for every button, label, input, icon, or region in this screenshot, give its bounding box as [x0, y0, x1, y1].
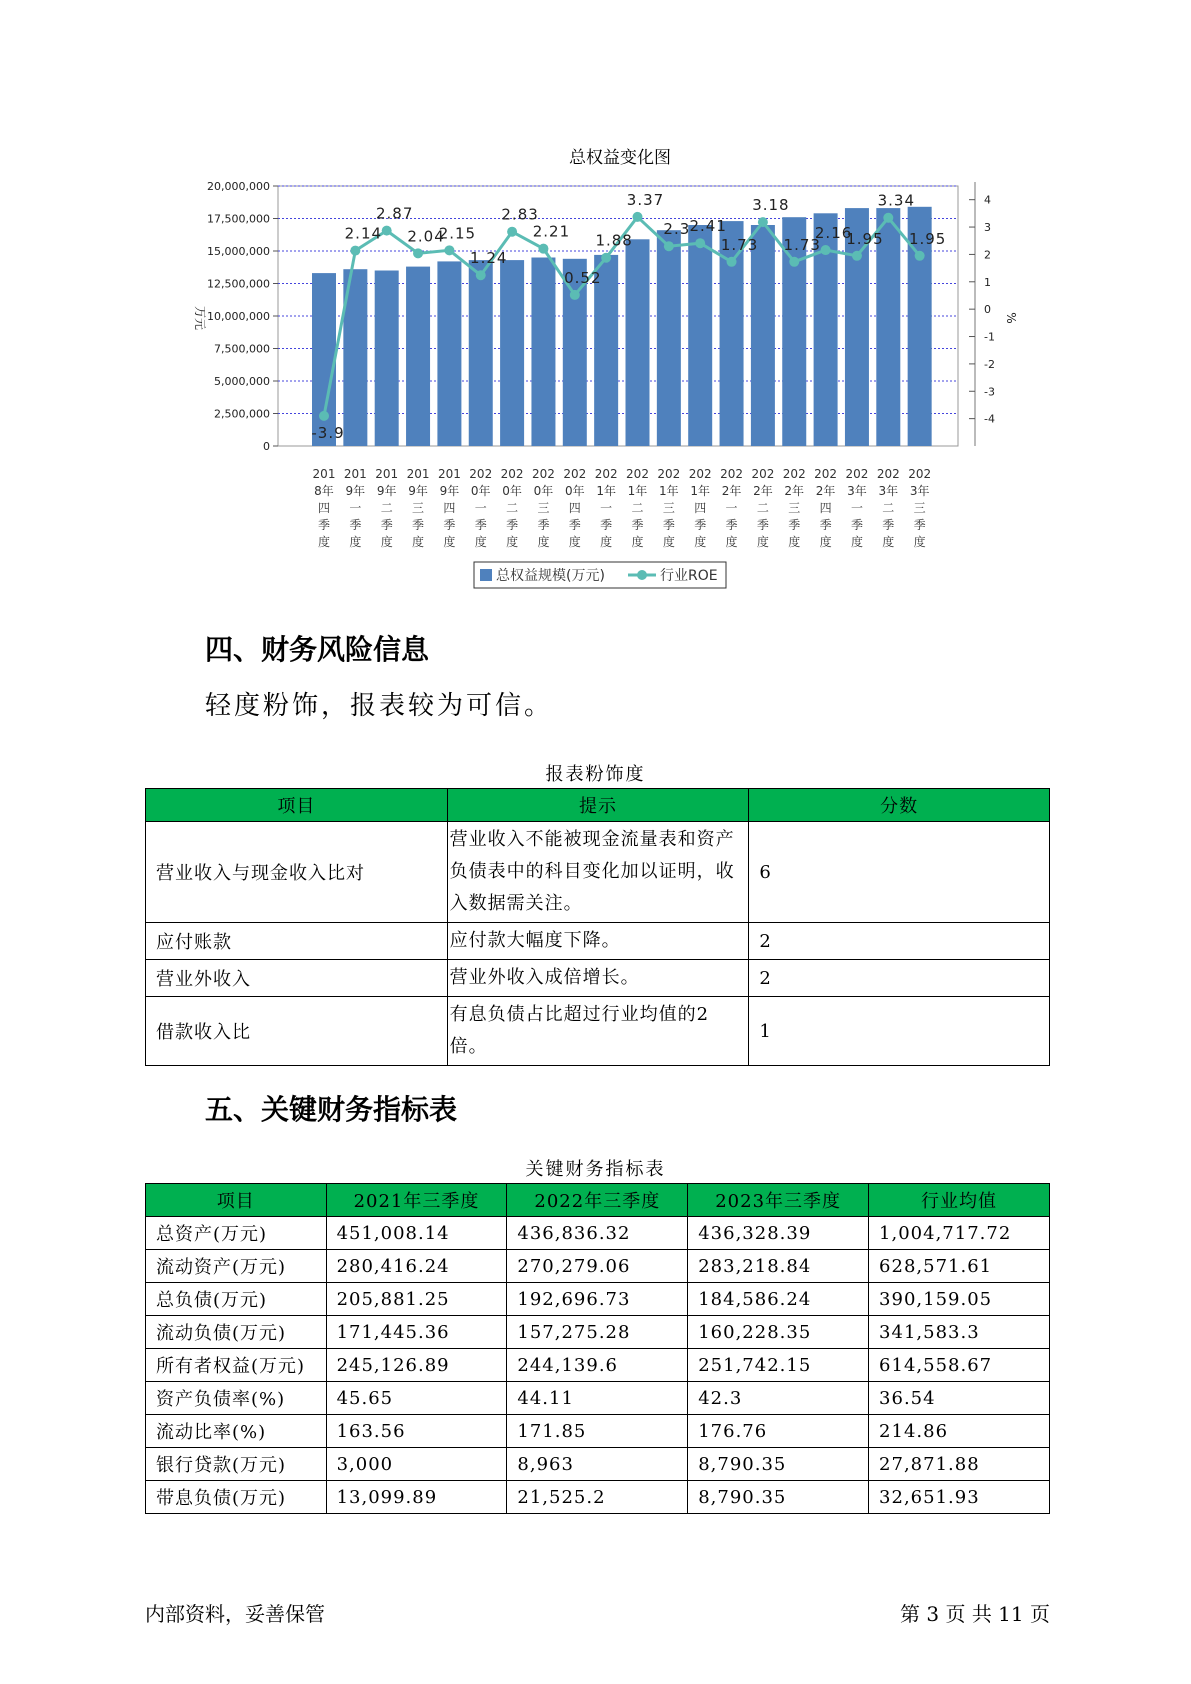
- risk-table: [145, 788, 1050, 1066]
- x-tick-label: 一: [600, 501, 613, 515]
- roe-point: [507, 227, 517, 237]
- key-value: 21,525.2: [507, 1481, 688, 1514]
- risk-hint: 应付款大幅度下降。: [447, 923, 749, 960]
- key-item: 总负债(万元): [146, 1283, 327, 1316]
- x-tick-label: 202: [720, 467, 744, 481]
- roe-data-label: 3.18: [752, 196, 790, 215]
- x-tick-label: 季: [850, 518, 863, 532]
- risk-item: 营业外收入: [146, 960, 448, 997]
- legend-line-marker: [637, 570, 647, 580]
- x-tick-label: 2年: [721, 484, 742, 498]
- x-tick-label: 3年: [909, 484, 930, 498]
- x-tick-label: 8年: [314, 484, 334, 498]
- key-value: 42.3: [688, 1382, 869, 1415]
- key-value: 157,275.28: [507, 1316, 688, 1349]
- x-tick-label: 201: [343, 467, 367, 481]
- y2-tick-label: 2: [984, 248, 991, 262]
- x-tick-label: 季: [443, 518, 456, 532]
- legend-bar-swatch: [480, 569, 492, 581]
- x-tick-label: 一: [725, 501, 738, 515]
- roe-point: [758, 217, 768, 227]
- table-row: [146, 1415, 1050, 1448]
- key-value: 283,218.84: [688, 1250, 869, 1283]
- roe-point: [570, 290, 580, 300]
- x-tick-label: 季: [662, 518, 675, 532]
- x-tick-label: 202: [563, 467, 587, 481]
- roe-point: [350, 246, 360, 256]
- key-value: 160,228.35: [688, 1316, 869, 1349]
- x-tick-label: 三: [913, 501, 926, 515]
- x-tick-label: 季: [756, 518, 769, 532]
- roe-point: [319, 411, 329, 421]
- roe-data-label: 2.14: [344, 224, 383, 243]
- risk-summary: 轻度粉饰，报表较为可信。: [205, 691, 554, 721]
- table-row: [146, 997, 1050, 1066]
- risk-item: 借款收入比: [146, 997, 448, 1066]
- x-tick-label: 四: [568, 501, 581, 515]
- x-tick-label: 季: [694, 518, 707, 532]
- x-tick-label: 季: [631, 518, 644, 532]
- x-tick-label: 202: [531, 467, 555, 481]
- key-value: 171,445.36: [326, 1316, 507, 1349]
- roe-point: [789, 257, 799, 267]
- x-tick-label: 二: [756, 501, 769, 515]
- y2-tick-label: 0: [984, 303, 991, 317]
- bar: [375, 271, 399, 447]
- y2-tick-label: -2: [984, 357, 995, 371]
- risk-item: 营业收入与现金收入比对: [146, 822, 448, 923]
- y2-tick-label: 4: [984, 193, 991, 207]
- x-tick-label: 度: [506, 535, 519, 549]
- x-tick-label: 0年: [533, 484, 554, 498]
- y-tick-label: 17,500,000: [207, 212, 270, 226]
- key-value: 270,279.06: [507, 1250, 688, 1283]
- y-tick-label: 20,000,000: [207, 180, 270, 193]
- x-tick-label: 度: [662, 535, 675, 549]
- key-item: 银行贷款(万元): [146, 1448, 327, 1481]
- roe-point: [633, 212, 643, 222]
- x-tick-label: 9年: [345, 484, 366, 498]
- x-tick-label: 3年: [878, 484, 899, 498]
- roe-data-label: 2.15: [438, 224, 477, 243]
- key-value: 176.76: [688, 1415, 869, 1448]
- key-value: 436,328.39: [688, 1217, 869, 1250]
- risk-hint: 营业外收入成倍增长。: [447, 960, 749, 997]
- key-value: 45.65: [326, 1382, 507, 1415]
- roe-data-label: 1.24: [470, 249, 508, 268]
- risk-score: 6: [749, 822, 1050, 923]
- roe-data-label: 2.83: [501, 205, 539, 224]
- y-tick-label: 2,500,000: [214, 407, 270, 421]
- bar: [406, 267, 430, 446]
- roe-data-label: 1.73: [720, 235, 759, 254]
- x-tick-label: 9年: [439, 484, 460, 498]
- x-tick-label: 度: [913, 535, 926, 549]
- y-tick-label: 12,500,000: [207, 277, 270, 291]
- y-tick-label: 5,000,000: [214, 375, 270, 388]
- bar: [469, 260, 493, 446]
- key-value: 32,651.93: [869, 1481, 1050, 1514]
- x-tick-label: 季: [349, 518, 362, 532]
- x-tick-label: 度: [788, 535, 801, 549]
- x-tick-label: 季: [725, 518, 738, 532]
- x-tick-label: 四: [443, 501, 456, 515]
- x-tick-label: 1年: [690, 484, 711, 498]
- risk-header-item: 项目: [146, 789, 448, 822]
- key-header: 2022年三季度: [507, 1184, 688, 1217]
- footer-note: 内部资料，妥善保管: [145, 1602, 325, 1626]
- roe-data-label: 2.41: [689, 217, 727, 236]
- x-tick-label: 201: [375, 467, 399, 481]
- x-tick-label: 季: [317, 518, 331, 532]
- key-item: 流动资产(万元): [146, 1250, 327, 1283]
- x-tick-label: 季: [412, 518, 425, 532]
- x-tick-label: 2年: [753, 484, 773, 498]
- roe-point: [915, 251, 925, 261]
- table-row: [146, 1448, 1050, 1481]
- x-tick-label: 二: [882, 501, 895, 515]
- x-tick-label: 度: [443, 535, 456, 549]
- risk-score: 2: [749, 923, 1050, 960]
- x-tick-label: 度: [568, 535, 581, 549]
- roe-point: [883, 213, 893, 223]
- bar: [720, 221, 744, 446]
- y2-tick-label: -4: [984, 412, 995, 426]
- x-tick-label: 四: [819, 501, 832, 515]
- key-value: 163.56: [326, 1415, 507, 1448]
- key-table-title: 关键财务指标表: [525, 1159, 666, 1180]
- roe-data-label: 1.73: [783, 235, 821, 254]
- x-tick-label: 季: [568, 518, 581, 532]
- key-value: 614,558.67: [869, 1349, 1050, 1382]
- x-tick-label: 度: [756, 535, 769, 549]
- x-tick-label: 201: [312, 467, 336, 481]
- table-row: [146, 1283, 1050, 1316]
- x-tick-label: 季: [380, 518, 393, 532]
- x-tick-label: 度: [349, 535, 362, 549]
- risk-score: 1: [749, 997, 1050, 1066]
- x-tick-label: 三: [788, 501, 801, 515]
- x-tick-label: 度: [694, 535, 707, 549]
- y2-tick-label: -1: [984, 330, 995, 344]
- key-value: 8,790.35: [688, 1481, 869, 1514]
- risk-item: 应付账款: [146, 923, 448, 960]
- y-tick-label: 7,500,000: [214, 342, 270, 356]
- x-tick-label: 201: [437, 467, 461, 481]
- x-tick-label: 季: [913, 518, 926, 532]
- key-value: 44.11: [507, 1382, 688, 1415]
- x-tick-label: 季: [600, 518, 613, 532]
- key-value: 451,008.14: [326, 1217, 507, 1250]
- roe-point: [852, 251, 862, 261]
- table-row: [146, 1349, 1050, 1382]
- key-header: 项目: [146, 1184, 327, 1217]
- key-value: 36.54: [869, 1382, 1050, 1415]
- roe-data-label: 1.95: [908, 229, 947, 248]
- key-value: 1,004,717.72: [869, 1217, 1050, 1250]
- risk-score: 2: [749, 960, 1050, 997]
- roe-data-label: 0.52: [564, 268, 602, 287]
- risk-header-hint: 提示: [447, 789, 749, 822]
- x-tick-label: 202: [688, 467, 712, 481]
- key-indicator-table: [145, 1183, 1050, 1514]
- key-value: 280,416.24: [326, 1250, 507, 1283]
- bar: [751, 225, 775, 446]
- x-tick-label: 202: [751, 467, 775, 481]
- roe-data-label: 2.3: [663, 220, 691, 239]
- x-tick-label: 度: [537, 535, 550, 549]
- y-axis-label: 万元: [193, 305, 207, 331]
- x-tick-label: 1年: [627, 484, 648, 498]
- roe-data-label: 2.04: [407, 227, 445, 246]
- key-value: 192,696.73: [507, 1283, 688, 1316]
- x-tick-label: 202: [782, 467, 806, 481]
- key-header: 行业均值: [869, 1184, 1050, 1217]
- x-tick-label: 一: [349, 501, 362, 515]
- x-tick-label: 202: [908, 467, 932, 481]
- x-tick-label: 度: [819, 535, 832, 549]
- key-value: 8,963: [507, 1448, 688, 1481]
- table-row: [146, 960, 1050, 997]
- key-value: 251,742.15: [688, 1349, 869, 1382]
- bar: [688, 225, 712, 446]
- x-tick-label: 0年: [470, 484, 491, 498]
- roe-data-label: 1.88: [595, 231, 633, 250]
- table-row: [146, 822, 1050, 923]
- x-tick-label: 一: [850, 501, 863, 515]
- x-tick-label: 度: [412, 535, 425, 549]
- key-value: 205,881.25: [326, 1283, 507, 1316]
- roe-point: [538, 244, 548, 254]
- y-tick-label: 15,000,000: [207, 245, 270, 258]
- section4-heading: 四、财务风险信息: [205, 633, 430, 666]
- x-tick-label: 9年: [376, 484, 397, 498]
- key-value: 390,159.05: [869, 1283, 1050, 1316]
- x-tick-label: 2年: [815, 484, 836, 498]
- table-row: [146, 1250, 1050, 1283]
- equity-chart-svg: [0, 0, 1191, 600]
- roe-point: [664, 241, 674, 251]
- y2-axis-label: %: [1004, 312, 1018, 324]
- x-tick-label: 度: [380, 535, 393, 549]
- key-value: 214.86: [869, 1415, 1050, 1448]
- key-item: 流动比率(%): [146, 1415, 327, 1448]
- key-value: 171.85: [507, 1415, 688, 1448]
- x-tick-label: 202: [469, 467, 493, 481]
- table-row: [146, 1316, 1050, 1349]
- x-tick-label: 9年: [408, 484, 428, 498]
- x-tick-label: 202: [814, 467, 838, 481]
- x-tick-label: 三: [537, 501, 550, 515]
- key-item: 流动负债(万元): [146, 1316, 327, 1349]
- x-tick-label: 季: [506, 518, 519, 532]
- key-item: 资产负债率(%): [146, 1382, 327, 1415]
- key-item: 总资产(万元): [146, 1217, 327, 1250]
- x-tick-label: 四: [317, 501, 331, 515]
- key-value: 3,000: [326, 1448, 507, 1481]
- key-value: 184,586.24: [688, 1283, 869, 1316]
- y2-tick-label: 3: [984, 221, 991, 235]
- x-tick-label: 度: [850, 535, 863, 549]
- key-value: 27,871.88: [869, 1448, 1050, 1481]
- equity-chart: [0, 0, 1191, 600]
- bar: [657, 230, 681, 446]
- roe-data-label: -3.9: [311, 423, 345, 442]
- x-tick-label: 季: [537, 518, 550, 532]
- x-tick-label: 度: [631, 535, 644, 549]
- x-tick-label: 季: [788, 518, 801, 532]
- bar: [626, 239, 650, 446]
- roe-point: [601, 253, 611, 263]
- x-tick-label: 202: [657, 467, 681, 481]
- roe-point: [727, 257, 737, 267]
- y-tick-label: 0: [263, 440, 270, 453]
- x-tick-label: 度: [725, 535, 738, 549]
- x-tick-label: 度: [600, 535, 613, 549]
- roe-data-label: 3.37: [626, 190, 665, 209]
- x-tick-label: 度: [882, 535, 895, 549]
- x-tick-label: 0年: [564, 484, 585, 498]
- x-tick-label: 201: [406, 467, 430, 481]
- x-tick-label: 2年: [784, 484, 805, 498]
- key-header: 2021年三季度: [326, 1184, 507, 1217]
- key-value: 436,836.32: [507, 1217, 688, 1250]
- legend-line-label: 行业ROE: [660, 568, 718, 584]
- risk-hint: 营业收入不能被现金流量表和资产负债表中的科目变化加以证明，收入数据需关注。: [447, 822, 749, 923]
- table-row: [146, 1382, 1050, 1415]
- x-tick-label: 3年: [847, 484, 867, 498]
- x-tick-label: 度: [474, 535, 487, 549]
- x-tick-label: 202: [500, 467, 524, 481]
- key-value: 8,790.35: [688, 1448, 869, 1481]
- risk-hint: 有息负债占比超过行业均值的2倍。: [447, 997, 749, 1066]
- key-value: 245,126.89: [326, 1349, 507, 1382]
- x-tick-label: 0年: [502, 484, 522, 498]
- x-tick-label: 二: [506, 501, 519, 515]
- roe-point: [821, 245, 831, 255]
- x-tick-label: 度: [317, 535, 331, 549]
- page-number: 第 3 页 共 11 页: [900, 1602, 1050, 1626]
- roe-point: [444, 245, 454, 255]
- chart-title: 总权益变化图: [569, 148, 671, 168]
- x-tick-label: 季: [474, 518, 487, 532]
- x-tick-label: 一: [474, 501, 487, 515]
- roe-point: [476, 270, 486, 280]
- risk-table-title: 报表粉饰度: [545, 764, 646, 785]
- section5-heading: 五、关键财务指标表: [205, 1093, 458, 1126]
- roe-point: [382, 226, 392, 236]
- y2-tick-label: -3: [984, 385, 995, 399]
- bar: [500, 260, 524, 446]
- x-tick-label: 202: [594, 467, 618, 481]
- key-value: 341,583.3: [869, 1316, 1050, 1349]
- roe-data-label: 1.95: [846, 229, 884, 248]
- x-tick-label: 202: [876, 467, 900, 481]
- x-tick-label: 三: [412, 501, 425, 515]
- key-item: 带息负债(万元): [146, 1481, 327, 1514]
- x-tick-label: 1年: [659, 484, 679, 498]
- table-row: [146, 1481, 1050, 1514]
- key-value: 628,571.61: [869, 1250, 1050, 1283]
- x-tick-label: 202: [845, 467, 869, 481]
- legend-bar-label: 总权益规模(万元): [496, 568, 605, 584]
- roe-data-label: 2.16: [814, 224, 853, 243]
- bar: [531, 258, 555, 447]
- table-row: [146, 1217, 1050, 1250]
- y2-tick-label: 1: [984, 275, 991, 289]
- roe-point: [413, 248, 423, 258]
- table-row: [146, 923, 1050, 960]
- key-value: 244,139.6: [507, 1349, 688, 1382]
- x-tick-label: 季: [882, 518, 895, 532]
- roe-data-label: 3.34: [877, 191, 916, 210]
- x-tick-label: 季: [819, 518, 832, 532]
- risk-header-score: 分数: [749, 789, 1050, 822]
- x-tick-label: 202: [626, 467, 649, 481]
- x-tick-label: 四: [694, 501, 707, 515]
- roe-data-label: 2.87: [375, 204, 414, 223]
- x-tick-label: 二: [380, 501, 393, 515]
- roe-point: [695, 238, 705, 248]
- x-tick-label: 二: [631, 501, 644, 515]
- x-tick-label: 三: [662, 501, 675, 515]
- key-header: 2023年三季度: [688, 1184, 869, 1217]
- y-tick-label: 10,000,000: [207, 310, 270, 323]
- x-tick-label: 1年: [596, 484, 616, 498]
- key-value: 13,099.89: [326, 1481, 507, 1514]
- roe-data-label: 2.21: [532, 222, 571, 241]
- bar: [437, 261, 461, 446]
- key-item: 所有者权益(万元): [146, 1349, 327, 1382]
